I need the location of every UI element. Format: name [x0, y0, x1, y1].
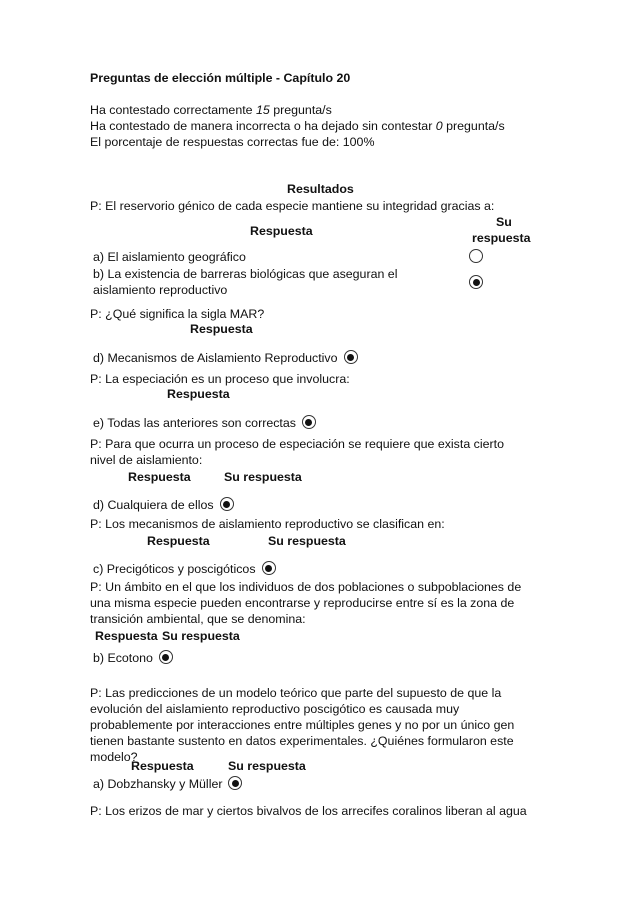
radio-selected-icon[interactable]: [220, 497, 234, 511]
percentage-line: El porcentaje de respuestas correctas fue de: 100%: [90, 135, 375, 149]
radio-selected-icon[interactable]: [159, 650, 173, 664]
answer-column-header: Respuesta: [147, 534, 210, 548]
your-answer-column-header: Su respuesta: [268, 534, 346, 548]
question-text: P: ¿Qué significa la sigla MAR?: [90, 307, 265, 321]
question-text: P: Las predicciones de un modelo teórico que parte del supuesto de que la: [90, 686, 502, 700]
your-answer-column-header: Su: [496, 215, 512, 229]
answer-column-header: Respuesta: [167, 387, 230, 401]
incorrect-count-line: Ha contestado de manera incorrecta o ha dejado sin contestar 0 pregunta/s: [90, 119, 505, 133]
answer-option: b) La existencia de barreras biológicas que aseguran el: [93, 267, 398, 281]
question-text: una misma especie pueden encontrarse y reproducirse entre sí es la zona de: [90, 596, 515, 610]
answer-option: a) El aislamiento geográfico: [93, 250, 246, 264]
your-answer-column-header: Su respuesta: [228, 759, 306, 773]
given-answer: b) Ecotono: [93, 650, 173, 667]
your-answer-column-header: Su respuesta: [162, 629, 240, 643]
incorrect-count: 0: [435, 119, 443, 133]
given-answer: c) Precigóticos y poscigóticos: [93, 561, 276, 578]
question-text: evolución del aislamiento reproductivo poscigótico es causada muy: [90, 702, 460, 716]
question-text: P: La especiación es un proceso que involucra:: [90, 372, 350, 386]
question-text: P: Los erizos de mar y ciertos bivalvos de los arrecifes coralinos liberan al agua: [90, 804, 527, 818]
given-answer: d) Cualquiera de ellos: [93, 497, 234, 514]
given-answer: d) Mecanismos de Aislamiento Reproductivo: [93, 350, 358, 367]
given-answer: a) Dobzhansky y Müller: [93, 776, 242, 793]
question-text: P: Un ámbito en el que los individuos de dos poblaciones o subpoblaciones de: [90, 580, 522, 594]
results-title: Resultados: [287, 182, 354, 196]
question-text: tienen bastante sustento en datos experimentales. ¿Quiénes formularon este: [90, 734, 514, 748]
question-text: probablemente por interacciones entre múltiples genes y no por un único gen: [90, 718, 515, 732]
answer-column-header: Respuesta: [128, 470, 191, 484]
question-text: nivel de aislamiento:: [90, 453, 203, 467]
question-text: P: Para que ocurra un proceso de especiación se requiere que exista cierto: [90, 437, 504, 451]
radio-selected-icon[interactable]: [262, 561, 276, 575]
your-answer-column-header: Su respuesta: [224, 470, 302, 484]
your-answer-column-header: respuesta: [472, 231, 531, 245]
radio-icon[interactable]: [469, 249, 483, 263]
radio-selected-icon[interactable]: [302, 415, 316, 429]
question-text: P: Los mecanismos de aislamiento reproductivo se clasifican en:: [90, 517, 445, 531]
page-title: Preguntas de elección múltiple - Capítulo 20: [90, 71, 351, 85]
answer-column-header: Respuesta: [95, 629, 158, 643]
answer-column-header: Respuesta: [190, 322, 253, 336]
given-answer: e) Todas las anteriores son correctas: [93, 415, 316, 432]
answer-column-header: Respuesta: [131, 759, 194, 773]
question-text: P: El reservorio génico de cada especie mantiene su integridad gracias a:: [90, 199, 495, 213]
radio-selected-icon[interactable]: [344, 350, 358, 364]
answer-option: aislamiento reproductivo: [93, 283, 228, 297]
correct-count: 15: [256, 103, 270, 117]
question-text: transición ambiental, que se denomina:: [90, 612, 306, 626]
answer-column-header: Respuesta: [250, 224, 313, 238]
radio-selected-icon[interactable]: [469, 275, 483, 289]
radio-selected-icon[interactable]: [228, 776, 242, 790]
correct-count-line: Ha contestado correctamente 15 pregunta/s: [90, 103, 332, 117]
question-text: modelo?: [90, 750, 138, 764]
